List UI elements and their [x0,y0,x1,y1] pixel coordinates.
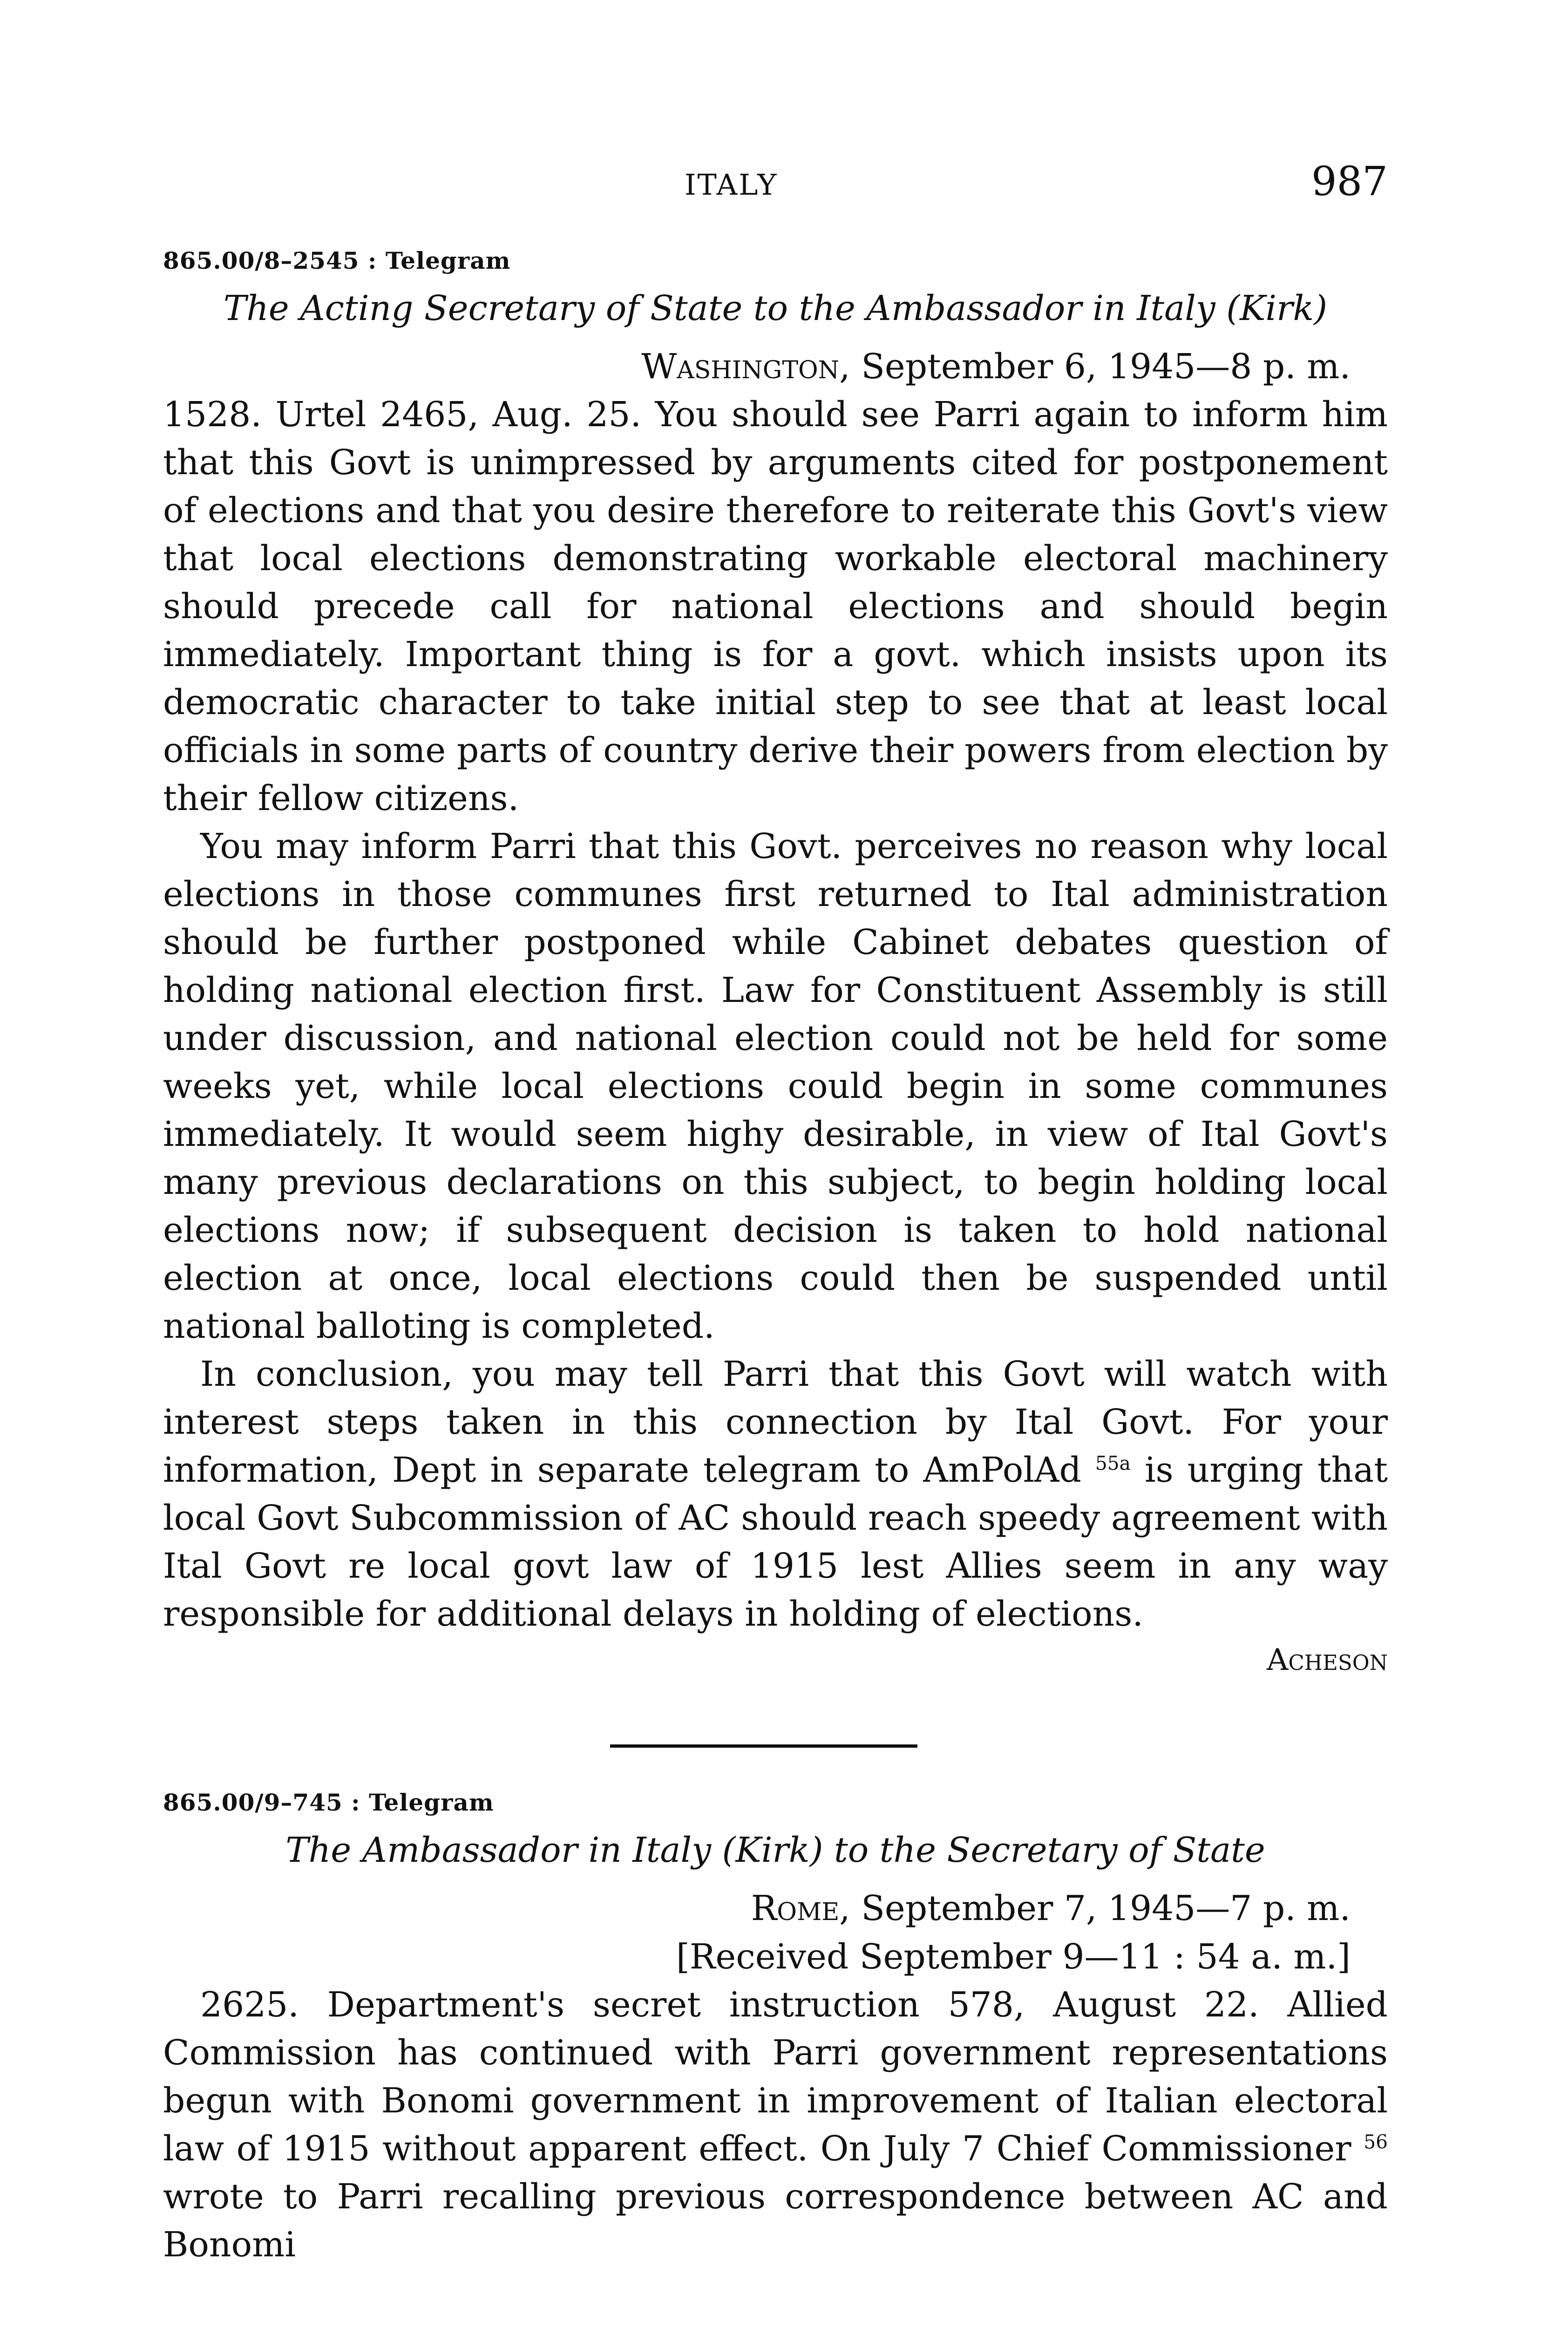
dateline-date: , September 7, 1945—7 p. m. [839,1888,1351,1928]
footnote-ref: 55a [1095,1452,1131,1475]
dateline [163,342,1388,391]
paragraph: You may inform Parri that this Govt. perceives no reason why local elections in those communes first returned to Ital administration should be further postponed while Cabinet debates question of holding national election first. Law for Constituent Assembly is still under discussion, and national election could not be held for some weeks yet, while local elections could begin in some communes immediately. It would seem highy desirable, in view of Ital Govt's many previous declarations on this subject, to begin holding local elections now; if subsequent decision is taken to hold national election at once, local elections could then be suspended until national balloting is completed. [163,826,1388,1346]
running-title: ITALY [685,168,778,202]
document-heading: The Ambassador in Italy (Kirk) to the Secretary of State [285,1830,1265,1870]
paragraph-text: 2625. Department's secret instruction 578, August 22. Allied Commission has continued with Parri government representations begun with Bonomi government in improvement of Italian electoral law of 1915 without apparent effect. On July 7 Chief Commissioner [163,1985,1388,2169]
file-reference: 865.00/8–2545 : Telegram [163,247,511,274]
paragraph-text: wrote to Parri recalling previous correspondence between AC and Bonomi [163,2177,1388,2265]
signature: Acheson [1267,1643,1388,1677]
paragraph-text: is urging that local Govt Subcommission of AC should reach speedy agreement with Ital Govt re local govt law of 1915 lest Allies seem in any way responsible for additional delays in holding of elections. [163,1450,1388,1634]
paragraph-text: In conclusion, you may tell Parri that this Govt will watch with interest steps taken in this connection by Ital Govt. For your information, Dept in separate telegram to AmPolAd [163,1354,1388,1490]
document-1 [163,247,1388,1677]
dateline-date: , September 6, 1945—8 p. m. [839,347,1351,387]
document-heading: The Acting Secretary of State to the Ambassador in Italy (Kirk) [223,288,1328,328]
dateline-city: Rome [751,1888,840,1928]
dateline [163,1884,1388,1981]
dateline-city: Washington [641,347,840,387]
section-divider [610,1744,917,1748]
paragraph [163,1981,1388,2269]
page-number: 987 [1311,158,1388,205]
footnote-ref: 56 [1364,2131,1388,2153]
received-line: [Received September 9—11 : 54 a. m.] [676,1937,1351,1977]
document-2 [163,1789,1388,2269]
paragraph: 1528. Urtel 2465, Aug. 25. You should see Parri again to inform him that this Govt is unimpressed by arguments cited for postponement of elections and that you desire therefore to reiterate this Govt's view that local elections demonstrating workable electoral machinery should precede call for national elections and should begin immediately. Important thing is for a govt. which insists upon its democratic character to take initial step to see that at least local officials in some parts of country derive their powers from election by their fellow citizens. [163,395,1388,818]
paragraph [163,1350,1388,1638]
running-head [163,158,1388,214]
file-reference: 865.00/9–745 : Telegram [163,1789,494,1816]
